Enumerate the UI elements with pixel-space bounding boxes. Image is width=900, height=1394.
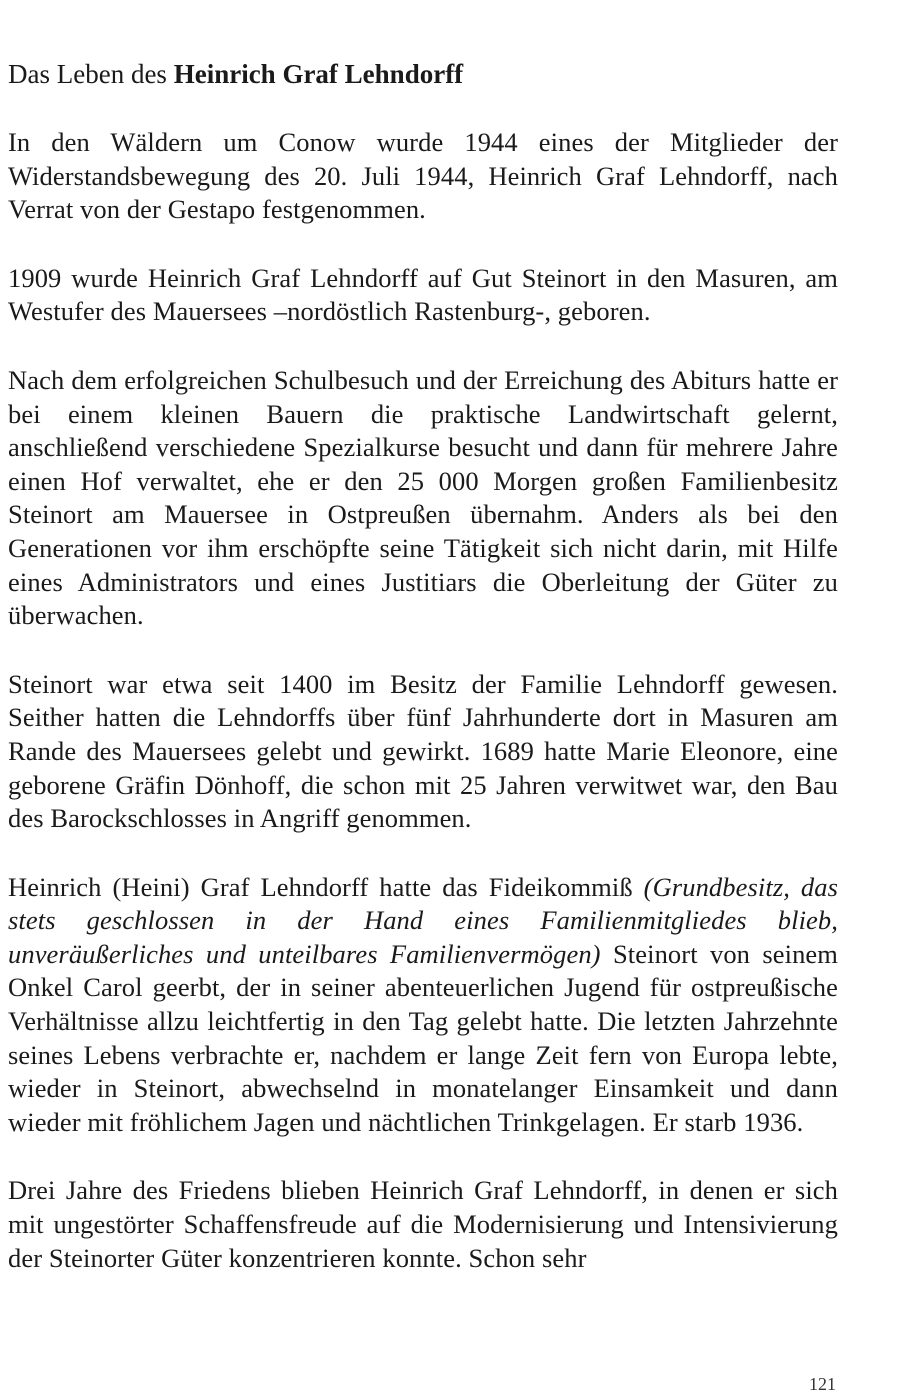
- paragraph-birth: 1909 wurde Heinrich Graf Lehndorff auf Gut Steinort in den Masuren, am Westufer des Mauersees –nordöstlich Rastenburg-, geboren.: [8, 262, 838, 327]
- document-title: [8, 58, 838, 90]
- fideikommiss-text-before: Heinrich (Heini) Graf Lehndorff hatte das Fideikommiß: [8, 871, 644, 902]
- title-name: Heinrich Graf Lehndorff: [173, 59, 464, 89]
- paragraph-steinort-history: Steinort war etwa seit 1400 im Besitz der Familie Lehndorff gewesen. Seither hatten die Lehndorffs über fünf Jahrhunderte dort in Masuren am Rande des Mauersees gelebt und gewirkt. 1689 hatte Marie Eleonore, eine geborene Gräfin Dönhoff, die schon mit 25 Jahren verwitwet war, den Bau des Barockschlosses in Angriff genommen.: [8, 668, 838, 834]
- document-page: [8, 58, 838, 1310]
- fideikommiss-text-after: Steinort von seinem Onkel Carol geerbt, der in seiner abenteuerlichen Jugend für ostpreußische Verhältnisse allzu leichtfertig in den Tag gelebt hatte. Die letzten Jahrzehnte seines Lebens verbrachte er, nachdem er lange Zeit fern von Europa lebte, wieder in Steinort, abwechselnd in monatelanger Einsamkeit und dann wieder mit fröhlichem Jagen und nächtlichen Trinkgelagen. Er starb 1936.: [8, 938, 838, 1137]
- fideikommiss-definition: (Grundbesitz, das stets geschlossen in der Hand eines Familienmitgliedes blieb, unveräußerliches und unteilbares Familienvermögen): [8, 871, 839, 969]
- title-prefix: Das Leben des: [8, 59, 174, 89]
- paragraph-fideikommiss: [8, 871, 838, 1140]
- paragraph-arrest: In den Wäldern um Conow wurde 1944 eines der Mitglieder der Widerstandsbewegung des 20. Juli 1944, Heinrich Graf Lehndorff, nach Verrat von der Gestapo festgenommen.: [8, 127, 838, 225]
- paragraph-education: Nach dem erfolgreichen Schulbesuch und der Erreichung des Abiturs hatte er bei einem kleinen Bauern die praktische Landwirtschaft gelernt, anschließend verschiedene Spezialkurse besucht und dann für mehrere Jahre einen Hof verwaltet, ehe er den 25 000 Morgen großen Familienbesitz Steinort am Mauersee in Ostpreußen übernahm. Anders als bei den Generationen vor ihm erschöpfte seine Tätigkeit sich nicht darin, mit Hilfe eines Administrators und eines Justitiars die Oberleitung der Güter zu überwachen.: [8, 364, 838, 631]
- page-number: 121: [809, 1374, 836, 1394]
- paragraph-peace-years: Drei Jahre des Friedens blieben Heinrich Graf Lehndorff, in denen er sich mit ungestörter Schaffensfreude auf die Modernisierung und Intensivierung der Steinorter Güter konzentrieren konnte. Schon sehr: [8, 1175, 838, 1273]
